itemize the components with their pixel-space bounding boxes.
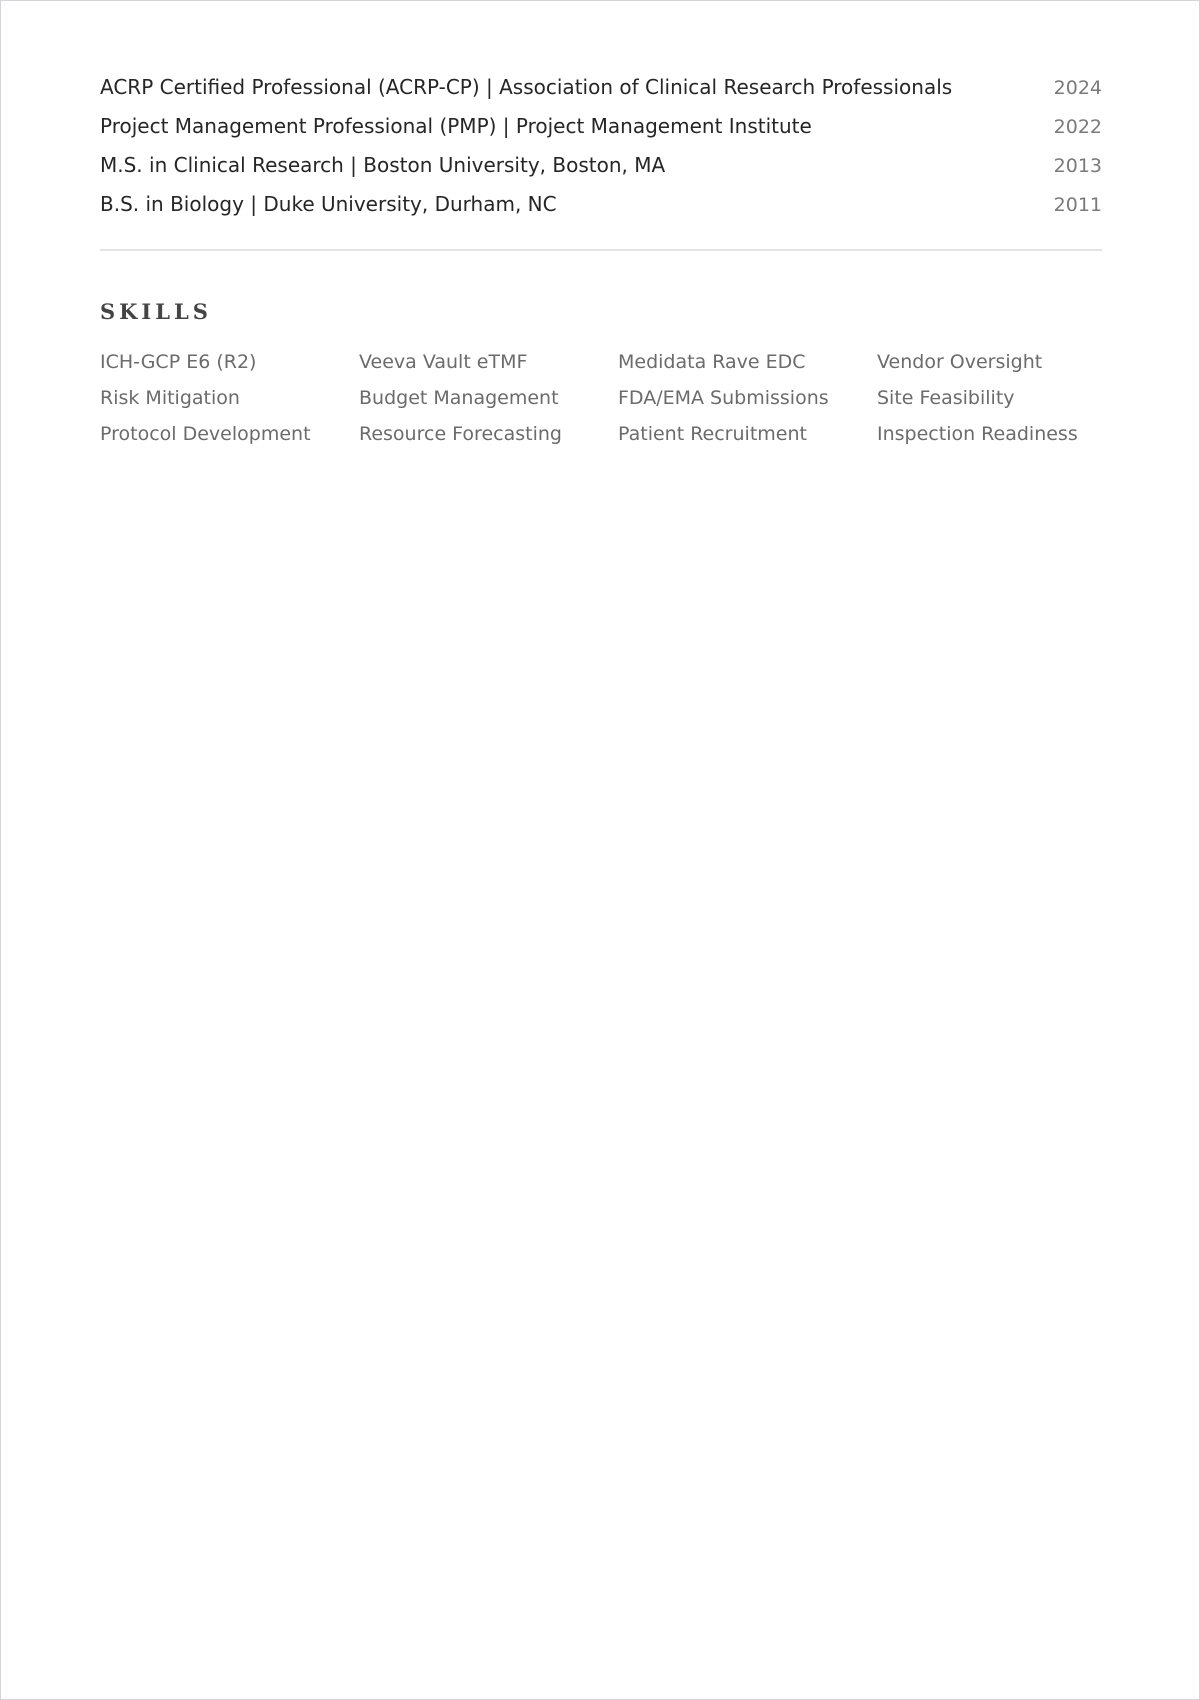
skill-item: Veeva Vault eTMF	[359, 351, 528, 373]
education-row	[100, 192, 1102, 231]
skill-item: Resource Forecasting	[359, 423, 562, 445]
education-year: 2022	[1053, 116, 1102, 138]
section-divider	[100, 249, 1102, 251]
skill-item: Vendor Oversight	[877, 351, 1043, 373]
skill-item: ICH-GCP E6 (R2)	[100, 351, 257, 373]
skill-item: Risk Mitigation	[100, 387, 240, 409]
skill-item: Medidata Rave EDC	[618, 351, 806, 373]
skill-item: FDA/EMA Submissions	[618, 387, 829, 409]
education-title: Project Management Professional (PMP) | Project Management Institute	[100, 114, 812, 138]
education-row	[100, 153, 1102, 192]
education-title: B.S. in Biology | Duke University, Durham, NC	[100, 192, 557, 216]
education-year: 2013	[1053, 155, 1102, 177]
skill-item: Site Feasibility	[877, 387, 1015, 409]
education-list	[100, 75, 1102, 231]
skill-item: Inspection Readiness	[877, 423, 1078, 445]
skills-heading: SKILLS	[100, 299, 212, 324]
resume-content	[100, 75, 1102, 446]
education-row	[100, 75, 1102, 114]
skill-item: Budget Management	[359, 387, 559, 409]
skill-item: Patient Recruitment	[618, 423, 807, 445]
education-year: 2024	[1053, 77, 1102, 99]
education-title: M.S. in Clinical Research | Boston University, Boston, MA	[100, 153, 666, 177]
skill-item: Protocol Development	[100, 423, 311, 445]
education-year: 2011	[1053, 194, 1102, 216]
education-title: ACRP Certified Professional (ACRP-CP) | Association of Clinical Research Professionals	[100, 75, 953, 99]
education-row	[100, 114, 1102, 153]
skills-grid	[100, 350, 1102, 446]
